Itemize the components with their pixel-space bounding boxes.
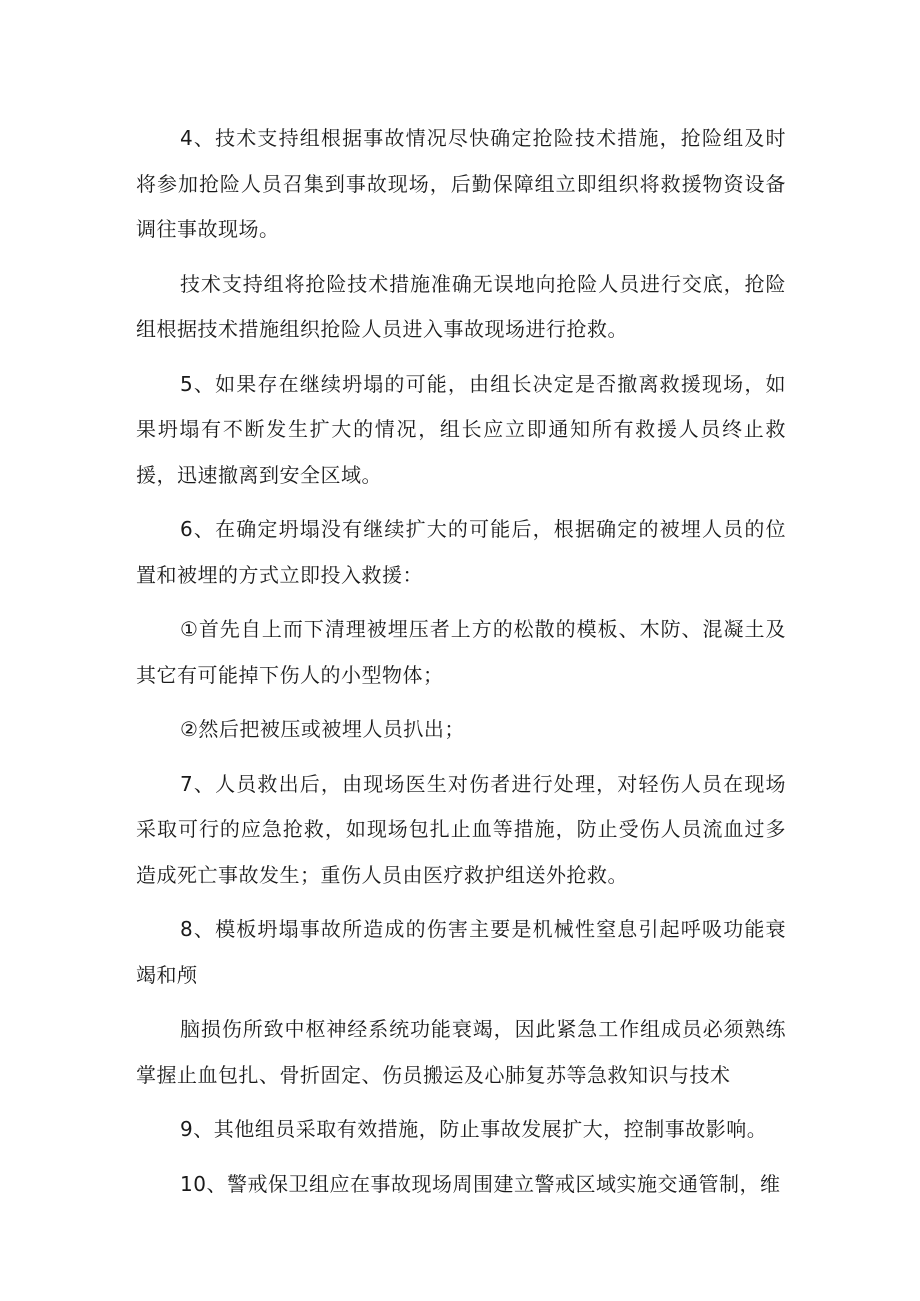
paragraph-substep-2: ②然后把被压或被埋人员扒出；: [180, 717, 465, 741]
paragraph-technical-briefing: 技术支持组将抢险技术措施准确无误地向抢险人员进行交底，抢险组根据技术措施组织抢险人员进入事故现场进行抢救。: [136, 271, 786, 341]
paragraph-step-10: 10、警戒保卫组应在事故现场周围建立警戒区域实施交通管制，维: [180, 1171, 781, 1196]
paragraph-step-7: 7、人员救出后，由现场医生对伤者进行处理，对轻伤人员在现场采取可行的应急抢救，如现场包扎止血等措施，防止受伤人员流血过多造成死亡事故发生；重伤人员由医疗救护组送外抢救。: [136, 771, 786, 887]
paragraph-step-9: 9、其他组员采取有效措施，防止事故发展扩大，控制事故影响。: [180, 1117, 768, 1141]
paragraph-step-6: 6、在确定坍塌没有继续扩大的可能后，根据确定的被埋人员的位置和被埋的方式立即投入救援：: [136, 517, 786, 587]
paragraph-step-5: 5、如果存在继续坍塌的可能，由组长决定是否撤离救援现场，如果坍塌有不断发生扩大的情况，组长应立即通知所有救援人员终止救援，迅速撤离到安全区域。: [136, 371, 786, 487]
paragraph-substep-1: ①首先自上而下清理被埋压者上方的松散的模板、木防、混凝土及其它有可能掉下伤人的小型物体；: [136, 617, 786, 687]
paragraph-step-8: 8、模板坍塌事故所造成的伤害主要是机械性窒息引起呼吸功能衰竭和颅: [136, 917, 786, 987]
paragraph-step-4: 4、技术支持组根据事故情况尽快确定抢险技术措施，抢险组及时将参加抢险人员召集到事故现场，后勤保障组立即组织将救援物资设备调往事故现场。: [136, 126, 786, 241]
document-body: [136, 116, 786, 1216]
paragraph-step-8-continued: 脑损伤所致中枢神经系统功能衰竭，因此紧急工作组成员必须熟练掌握止血包扎、骨折固定、伤员搬运及心肺复苏等急救知识与技术: [136, 1017, 786, 1087]
